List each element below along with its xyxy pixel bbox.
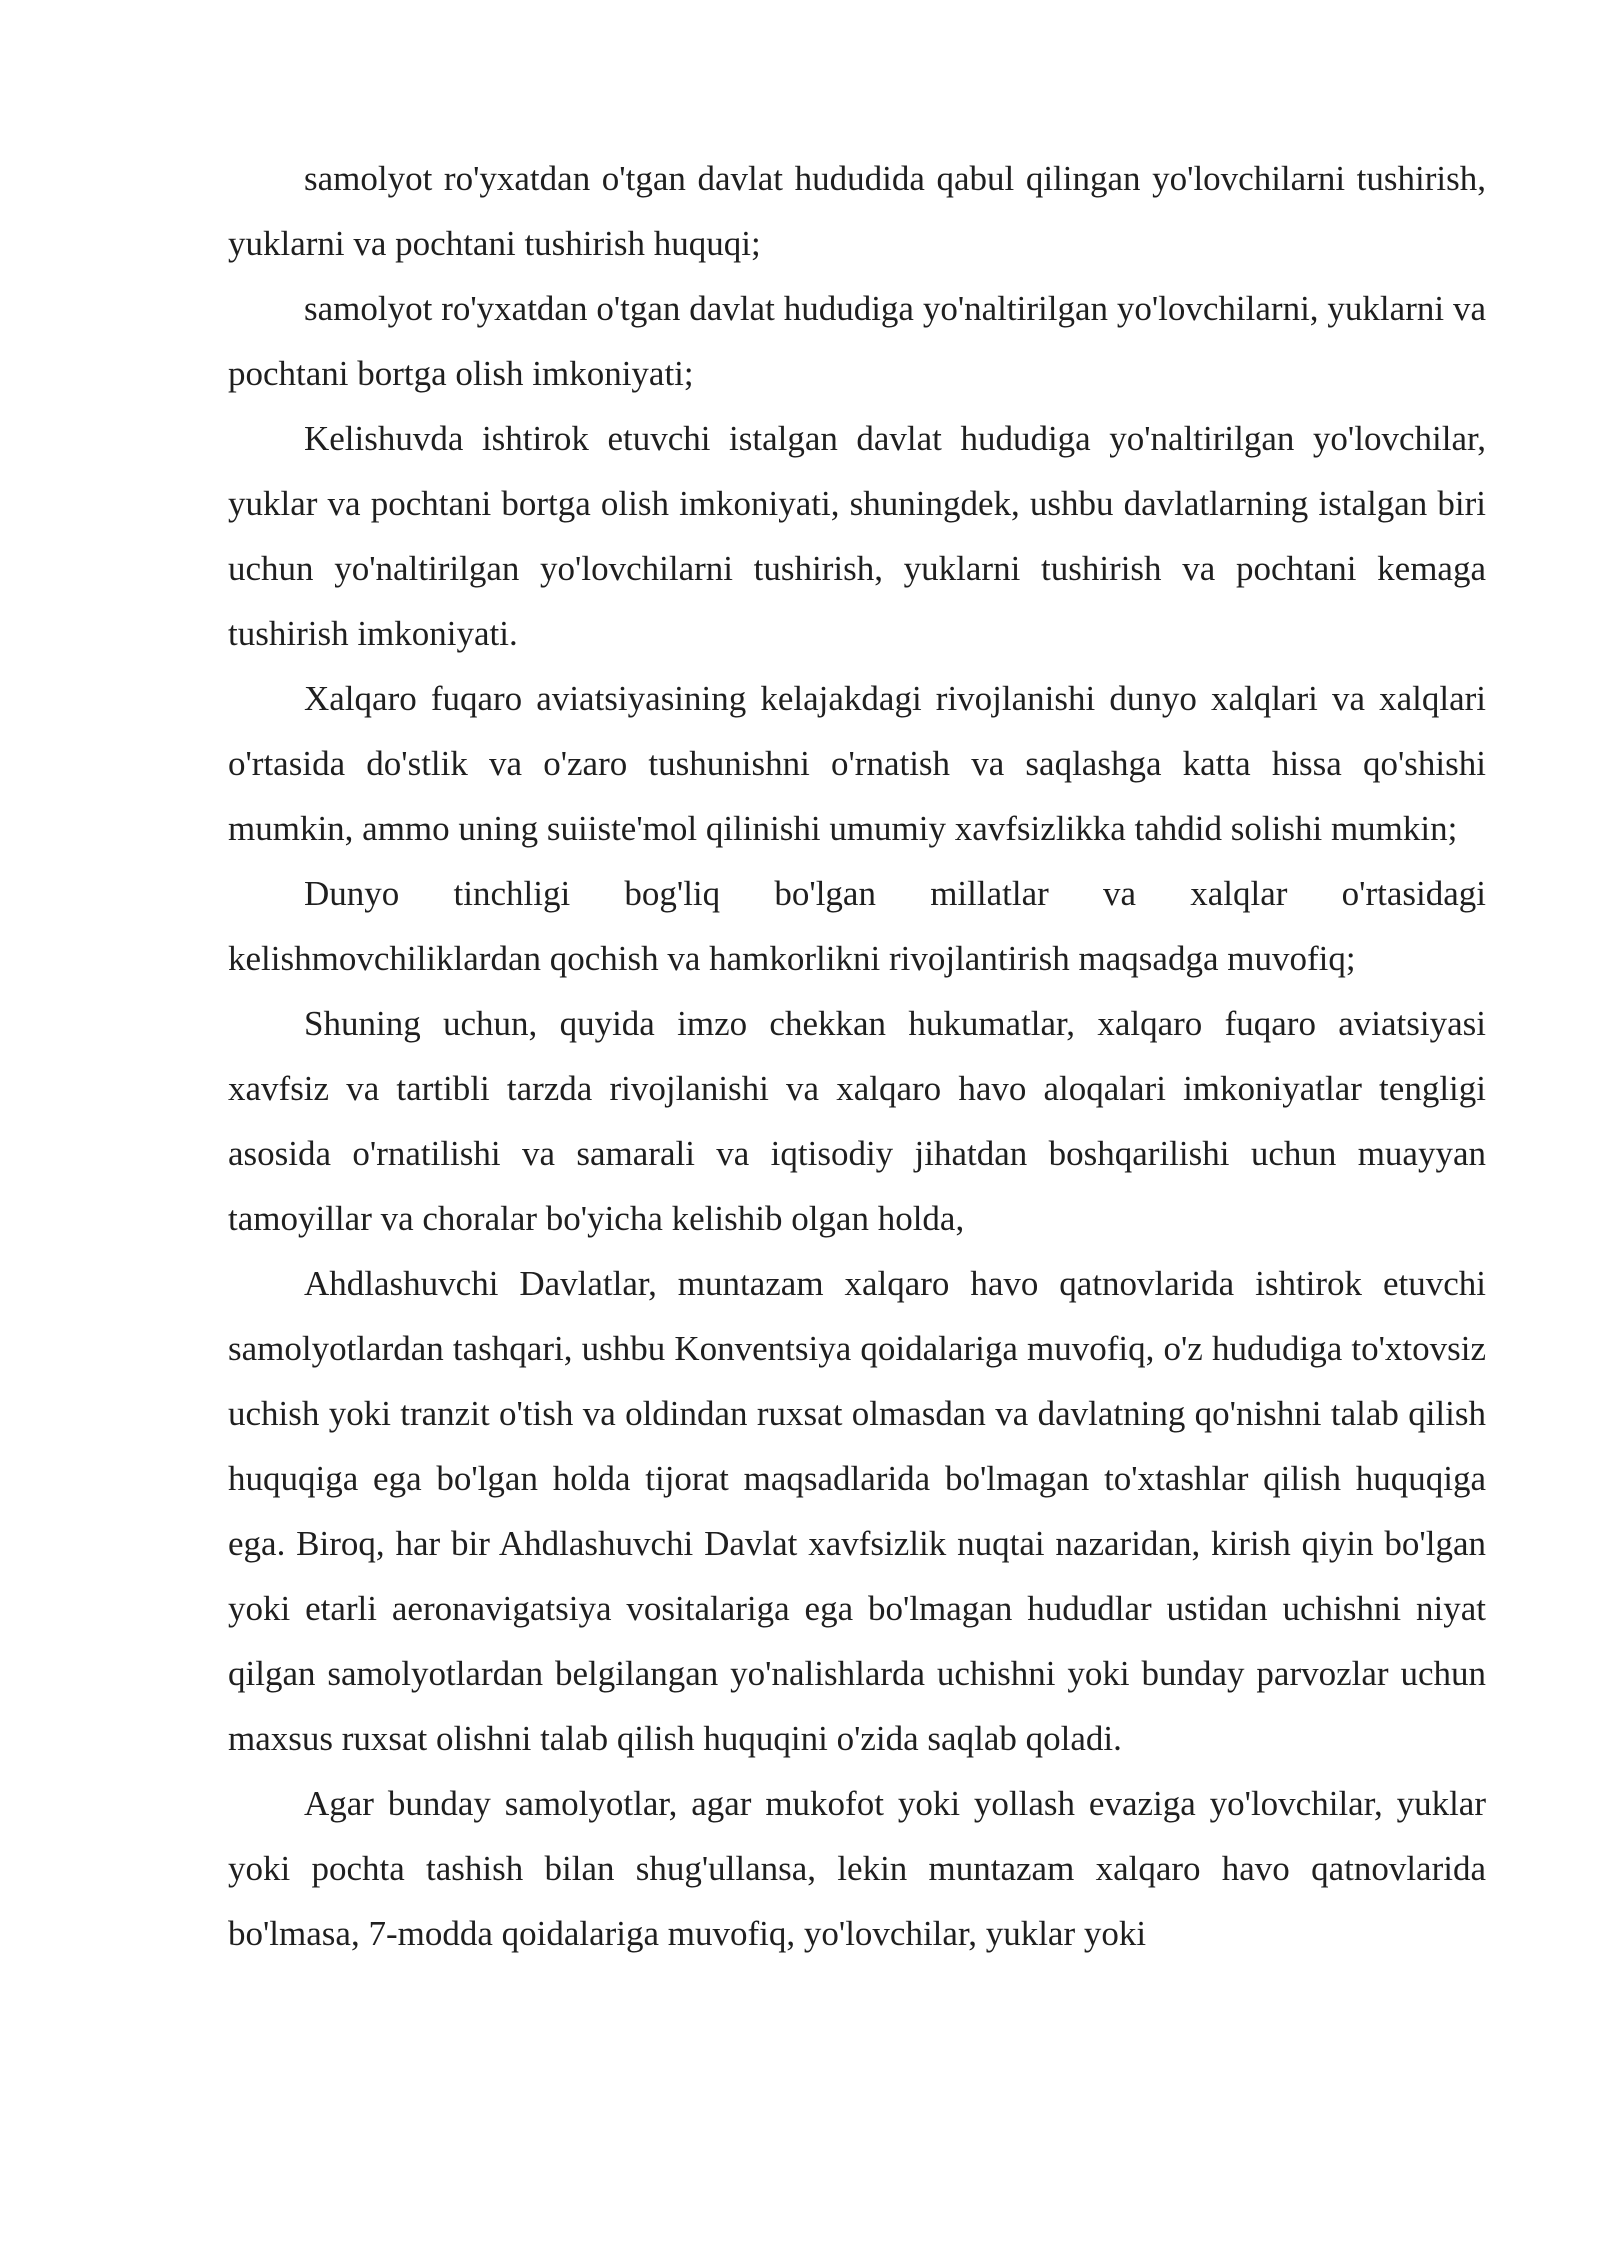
paragraph-3: Kelishuvda ishtirok etuvchi istalgan davlat hududiga yo'naltirilgan yo'lovchilar, yuklar va pochtani bortga olish imkoniyati, shuningdek, ushbu davlatlarning istalgan biri uchun yo'naltirilgan yo'lovchilarni tushirish, yuklarni tushirish va pochtani kemaga tushirish imkoniyati. [228,419,1486,653]
document-body [228,146,1486,1966]
paragraph-7: Ahdlashuvchi Davlatlar, muntazam xalqaro havo qatnovlarida ishtirok etuvchi samolyotlardan tashqari, ushbu Konventsiya qoidalariga muvofiq, o'z hududiga to'xtovsiz uchish yoki tranzit o'tish va oldindan ruxsat olmasdan va davlatning qo'nishni talab qilish huquqiga ega bo'lgan holda tijorat maqsadlarida bo'lmagan to'xtashlar qilish huquqiga ega. Biroq, har bir Ahdlashuvchi Davlat xavfsizlik nuqtai nazaridan, kirish qiyin bo'lgan yoki etarli aeronavigatsiya vositalariga ega bo'lmagan hududlar ustidan uchishni niyat qilgan samolyotlardan belgilangan yo'nalishlarda uchishni yoki bunday parvozlar uchun maxsus ruxsat olishni talab qilish huquqini o'zida saqlab qoladi. [228,1264,1486,1758]
paragraph-2: samolyot ro'yxatdan o'tgan davlat hududiga yo'naltirilgan yo'lovchilarni, yuklarni va pochtani bortga olish imkoniyati; [228,289,1486,393]
paragraph-1: samolyot ro'yxatdan o'tgan davlat hududida qabul qilingan yo'lovchilarni tushirish, yuklarni va pochtani tushirish huquqi; [228,159,1486,263]
paragraph-6: Shuning uchun, quyida imzo chekkan hukumatlar, xalqaro fuqaro aviatsiyasi xavfsiz va tartibli tarzda rivojlanishi va xalqaro havo aloqalari imkoniyatlar tengligi asosida o'rnatilishi va samarali va iqtisodiy jihatdan boshqarilishi uchun muayyan tamoyillar va choralar bo'yicha kelishib olgan holda, [228,1004,1486,1238]
paragraph-8: Agar bunday samolyotlar, agar mukofot yoki yollash evaziga yo'lovchilar, yuklar yoki pochta tashish bilan shug'ullansa, lekin muntazam xalqaro havo qatnovlarida bo'lmasa, 7-modda qoidalariga muvofiq, yo'lovchilar, yuklar yoki [228,1784,1486,1953]
paragraph-5: Dunyo tinchligi bog'liq bo'lgan millatlar va xalqlar o'rtasidagi kelishmovchiliklardan qochish va hamkorlikni rivojlantirish maqsadga muvofiq; [228,874,1486,978]
paragraph-4: Xalqaro fuqaro aviatsiyasining kelajakdagi rivojlanishi dunyo xalqlari va xalqlari o'rtasida do'stlik va o'zaro tushunishni o'rnatish va saqlashga katta hissa qo'shishi mumkin, ammo uning suiiste'mol qilinishi umumiy xavfsizlikka tahdid solishi mumkin; [228,679,1486,848]
